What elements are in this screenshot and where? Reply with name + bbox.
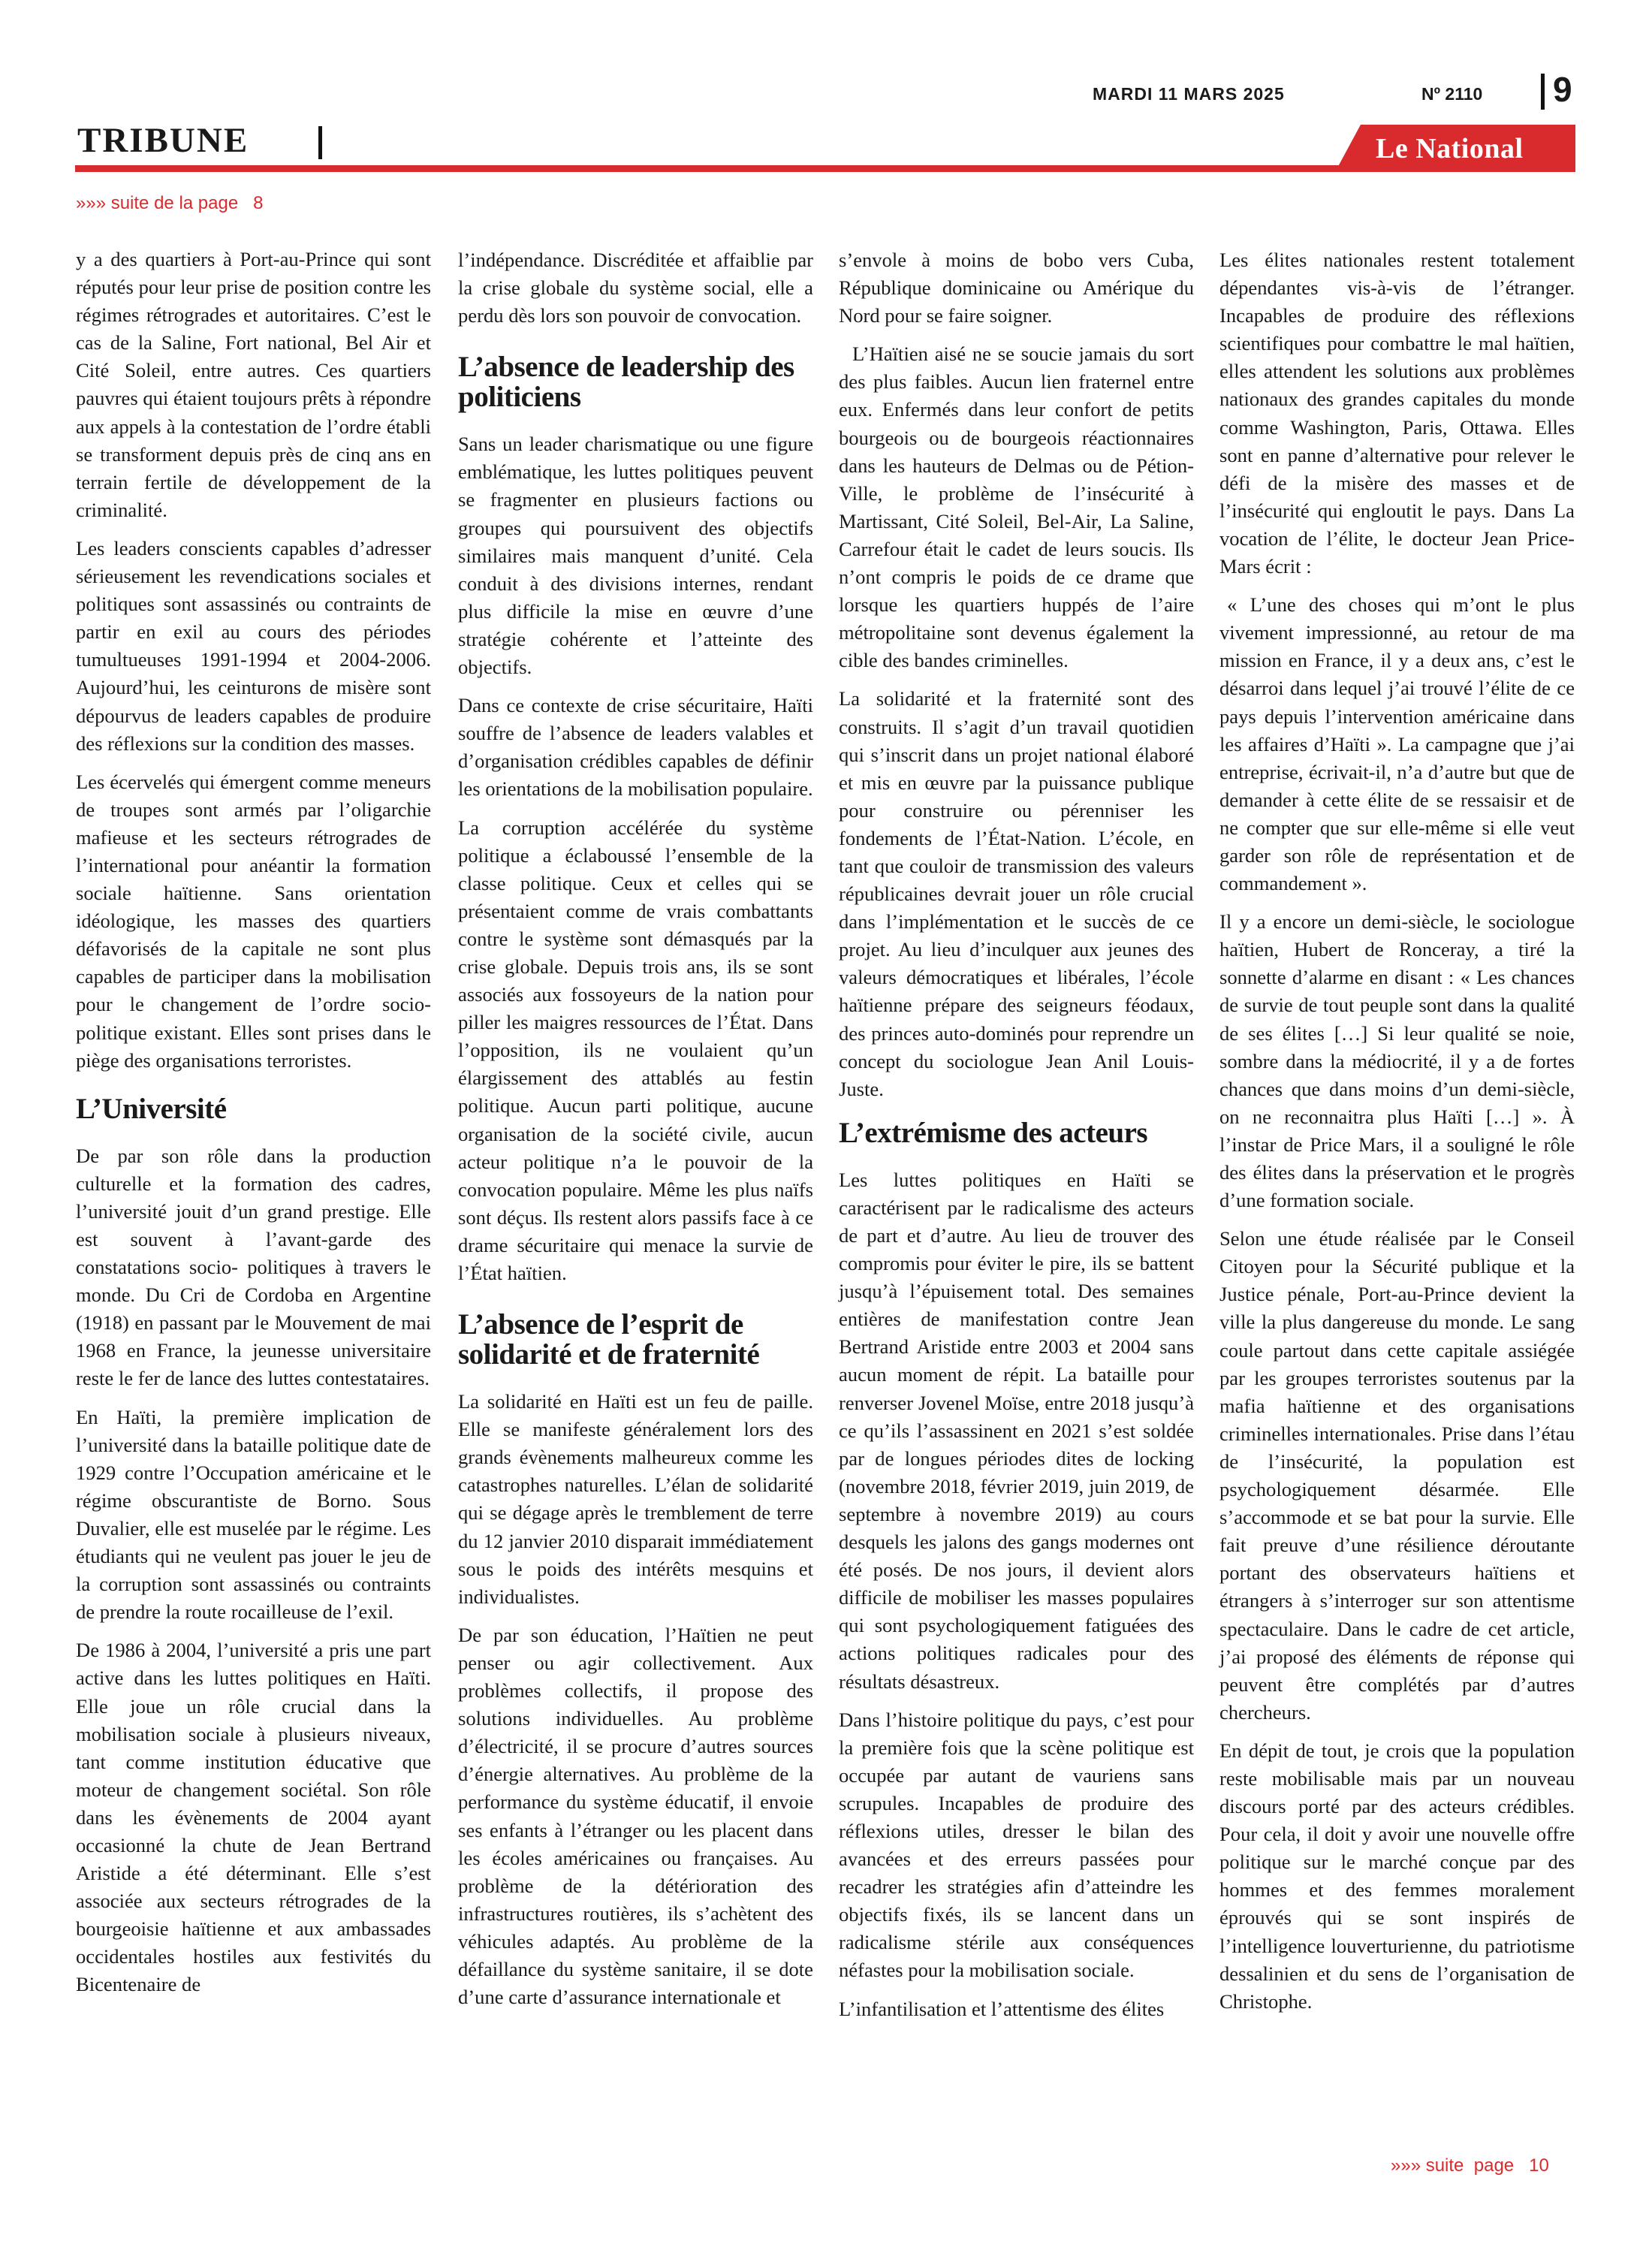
article-column-4: [1219, 246, 1575, 2016]
issue-number: Nº 2110: [1421, 84, 1483, 104]
paragraph: En Haïti, la première implication de l’université dans la bataille politique date de 1929 contre l’Occupation américaine et le régime obscurantiste de Borno. Sous Duvalier, elle est muselée par le régime. Les étudiants qui ne veulent pas jouer le jeu de la corruption sont assassinés ou contraints de prendre la route rocailleuse de l’exil.: [76, 1405, 431, 1624]
paragraph: Les écervelés qui émergent comme meneurs de troupes sont armés par l’oligarchie mafieuse et les secteurs rétrogrades de l’international pour anéantir la formation sociale haïtienne. Sans orientation idéologique, les masses des quartiers défavorisés de la capitale ne sont plus capables de participer dans la mobilisation pour le changement de l’ordre socio-politique existant. Elles sont prises dans le piège des organisations terroristes.: [76, 770, 431, 1072]
paragraph: y a des quartiers à Port-au-Prince qui sont réputés pour leur prise de position contre les régimes rétrogrades et autoritaires. C’est le cas de la Saline, Fort national, Bel Air et Cité Soleil, entre autres. Ces quartiers pauvres qui étaient toujours prêts à répondre aux appels à la contestation de l’ordre établi se transforment depuis près de cinq ans en terrain fertile de développement de la criminalité.: [76, 248, 431, 521]
subheading-extremisme: L’extrémisme des acteurs: [839, 1116, 1148, 1149]
article-column-1: [76, 246, 431, 1999]
newspaper-name: Le National: [1376, 133, 1524, 164]
paragraph: La solidarité en Haïti est un feu de paille. Elle se manifeste généralement lors des grands évènements malheureux comme les catastrophes naturelles. L’élan de solidarité qui se dégage après le tremblement de terre du 12 janvier 2010 disparait immédiatement sous le poids des intérêts mesquins et individualistes.: [458, 1390, 813, 1608]
page-number: 9: [1553, 70, 1572, 109]
continued-from-label: »»» suite de la page 8: [76, 193, 264, 213]
paragraph: La corruption accélérée du système politique a éclaboussé l’ensemble de la classe politique. Ceux et celles qui se présentaient comme de vrais combattants contre le système sont démasqués par la crise globale. Depuis trois ans, ils se sont associés aux fossoyeurs de la nation pour piller les maigres ressources de l’État. Dans l’opposition, ils ne voulaient qu’un élargissement des attablés au festin politique. Aucun parti politique, aucune organisation de la société civile, aucun acteur politique n’a le pouvoir de la convocation populaire. Même les plus naïfs sont déçus. Ils restent alors passifs face à ce drame sécuritaire qui menace la survie de l’État haïtien.: [458, 816, 813, 1284]
quote-paragraph: « L’une des choses qui m’ont le plus vivement impressionné, au retour de ma mission en France, il y a deux ans, c’est le désarroi dans lequel j’ai trouvé l’élite de ce pays depuis l’intervention américaine dans les affaires d’Haïti ». La campagne que j’ai entreprise, écrivait-il, n’a d’autre but que de demander à cette élite de se ressaisir et de ne compter que sur elle-même si elle veut garder son rôle de représentation et de commandement ».: [1219, 593, 1575, 895]
paragraph: Sans un leader charismatique ou une figure emblématique, les luttes politiques peuvent se fragmenter en plusieurs factions ou groupes qui poursuivent des objectifs similaires mais manquent d’unité. Cela conduit à des divisions internes, rendant plus difficile la mise en œuvre d’une stratégie cohérente et l’atteinte des objectifs.: [458, 433, 813, 679]
paragraph: Dans l’histoire politique du pays, c’est pour la première fois que la scène politique est occupée par autant de vauriens sans scrupules. Incapables de produire des réflexions utiles, dresser le bilan des avancées et des erreurs passées pour recadrer les stratégies afin d’atteindre les objectifs fixés, ils se lancent dans un radicalisme stérile aux conséquences néfastes pour la mobilisation sociale.: [839, 1708, 1194, 1982]
section-divider: [318, 126, 322, 159]
paragraph: De par son éducation, l’Haïtien ne peut penser ou agir collectivement. Aux problèmes collectifs, il propose des solutions individuelles. Au problème d’électricité, il se procure d’autres sources d’énergie alternatives. Au problème de la performance du système éducatif, il envoie ses enfants à l’étranger ou les placent dans les écoles américaines ou françaises. Au problème de la détérioration des infrastructures routières, ils s’achètent des véhicules adaptés. Au problème de la défaillance du système sanitaire, il se dote d’une carte d’assurance internationale et: [458, 1623, 813, 2009]
paragraph: Les luttes politiques en Haïti se caractérisent par le radicalisme des acteurs de part et d’autre. Au lieu de trouver des compromis pour éviter le pire, ils se battent jusqu’à l’épuisement total. Des semaines entières de manifestation contre Jean Bertrand Aristide entre 2003 et 2004 sans aucun moment de répit. La bataille pour renverser Jovenel Moïse, entre 2018 jusqu’à ce qu’ils l’assassinent en 2021 s’est soldée par de longues périodes dites de locking (novembre 2018, février 2019, juin 2019, de septembre à novembre 2019) au cours desquels les jalons des gangs modernes ont été posés. De nos jours, il devient alors difficile de mobiliser les masses populaires qui sont psychologiquement fatiguées des actions politiques radicales pour des résultats désastreux.: [839, 1168, 1194, 1693]
paragraph: De 1986 à 2004, l’université a pris une part active dans les luttes politiques en Haïti. Elle joue un rôle crucial dans la mobilisation sociale à plusieurs niveaux, tant comme institution éducative que moteur de changement sociétal. Son rôle dans les évènements de 2004 ayant occasionné la chute de Jean Bertrand Aristide a été déterminant. Elle s’est associée aux secteurs rétrogrades de la bourgeoisie haïtienne et aux ambassades occidentales hostiles aux festivités du Bicentenaire de: [76, 1639, 431, 1996]
paragraph: La solidarité et la fraternité sont des construits. Il s’agit d’un travail quotidien qui s’inscrit dans un projet national élaboré et mis en œuvre par la puissance publique pour construire ou pérenniser les fondements de l’État-Nation. L’école, en tant que couloir de transmission des valeurs républicaines devrait jouer un rôle crucial dans l’implémentation et le succès de ce projet. Au lieu d’inculquer aux jeunes des valeurs démocratiques et libérales, l’école haïtienne prépare des seigneurs féodaux, des princes auto-dominés pour reprendre un concept du sociologue Jean Anil Louis-Juste.: [839, 687, 1194, 1100]
paragraph: L’infantilisation et l’attentisme des élites: [839, 1997, 1165, 2020]
paragraph: Selon une étude réalisée par le Conseil Citoyen pour la Sécurité publique et la Justice pénale, Port-au-Prince devient la ville la plus dangereuse du monde. Le sang coule partout dans cette capitale assiégée par les groupes terroristes soutenus par la mafia haïtienne et des organisations criminelles internationales. Prise dans l’étau de l’insécurité, la population est psychologiquement désarmée. Elle s’accommode et se bat pour la survie. Elle fait preuve d’une résilience déroutante portant des observateurs haïtiens et étrangers à s’interroger sur son attentisme spectaculaire. Dans le cadre de cet article, j’ai proposé des éléments de réponse qui peuvent être complétés par d’autres chercheurs.: [1219, 1227, 1575, 1724]
paragraph: En dépit de tout, je crois que la population reste mobilisable mais par un nouveau discours porté par des acteurs crédibles. Pour cela, il doit y avoir une nouvelle offre politique sur le marché conçue par des hommes et des femmes moralement éprouvés qui se sont inspirés de l’intelligence louverturienne, du patriotisme dessalinien et du sens de l’organisation de Christophe.: [1219, 1739, 1575, 2013]
paragraph: l’indépendance. Discréditée et affaiblie par la crise globale du système social, elle a perdu dès lors son pouvoir de convocation.: [458, 249, 813, 327]
issue-date: MARDI 11 MARS 2025: [1093, 84, 1285, 104]
article-column-2: [458, 246, 813, 2011]
paragraph: Les élites nationales restent totalement dépendantes vis-à-vis de l’étranger. Incapables de produire des réflexions scientifiques pour combattre le mal haïtien, elles attendent les solutions aux problèmes nationaux des grandes capitales du monde comme Washington, Paris, Ottawa. Elles sont en panne d’alternative pour relever le défi de la misère des masses et de l’insécurité qui engloutit le pays. Dans La vocation de l’élite, le docteur Jean Price-Mars écrit :: [1219, 249, 1575, 578]
subheading-universite: L’Université: [76, 1092, 227, 1125]
paragraph: Les leaders conscients capables d’adresser sérieusement les revendications sociales et politiques sont assassinés ou contraints de partir en exil au cours des périodes tumultueuses 1991-1994 et 2004-2006. Aujourd’hui, les ceinturons de misère sont dépourvus de leaders capables de produire des réflexions sur la condition des masses.: [76, 536, 431, 755]
header-divider: [1541, 74, 1545, 110]
paragraph: Il y a encore un demi-siècle, le sociologue haïtien, Hubert de Ronceray, a tiré la sonnette d’alarme en disant : « Les chances de survie de tout peuple sont dans la qualité de ses élites […] Si leur qualité se noie, sombre dans la médiocrité, il y a de fortes chances que dans moins d’un demi-siècle, on ne reconnaitra plus Haïti […] ». À l’instar de Price Mars, il a souligné le rôle des élites dans la préservation et le progrès d’une formation sociale.: [1219, 910, 1575, 1212]
paragraph: L’Haïtien aisé ne se soucie jamais du sort des plus faibles. Aucun lien fraternel entre eux. Enfermés dans leur confort de petits bourgeois ou de bourgeois réactionnaires dans les hauteurs de Delmas ou de Pétion-Ville, le problème de l’insécurité à Martissant, Cité Soleil, Bel-Air, La Saline, Carrefour était le cadet de leurs soucis. Ils n’ont compris le poids de ce drame que lorsque les quartiers huppés de l’aire métropolitaine sont devenus également la cible des bandes criminelles.: [839, 342, 1194, 672]
subheading-solidarite: L’absence de l’esprit de solidarité et de fraternité: [458, 1308, 760, 1371]
subheading-leadership: L’absence de leadership des politiciens: [458, 351, 794, 414]
paragraph: Dans ce contexte de crise sécuritaire, Haïti souffre de l’absence de leaders valables et d’organisation crédibles capables de définir les orientations de la mobilisation populaire.: [458, 694, 813, 801]
section-title: TRIBUNE: [77, 121, 249, 160]
article-column-3: [839, 246, 1194, 2023]
paragraph: De par son rôle dans la production culturelle et la formation des cadres, l’université jouit d’un grand prestige. Elle est souvent à l’avant-garde des constatations socio- politiques à travers le monde. Du Cri de Cordoba en Argentine (1918) en passant par le Mouvement de mai 1968 en France, la jeunesse universitaire reste le fer de lance des luttes contestataires.: [76, 1144, 431, 1390]
continued-on-label: »»» suite page 10: [1391, 2155, 1549, 2176]
paragraph: s’envole à moins de bobo vers Cuba, République dominicaine ou Amérique du Nord pour se faire soigner.: [839, 249, 1194, 327]
